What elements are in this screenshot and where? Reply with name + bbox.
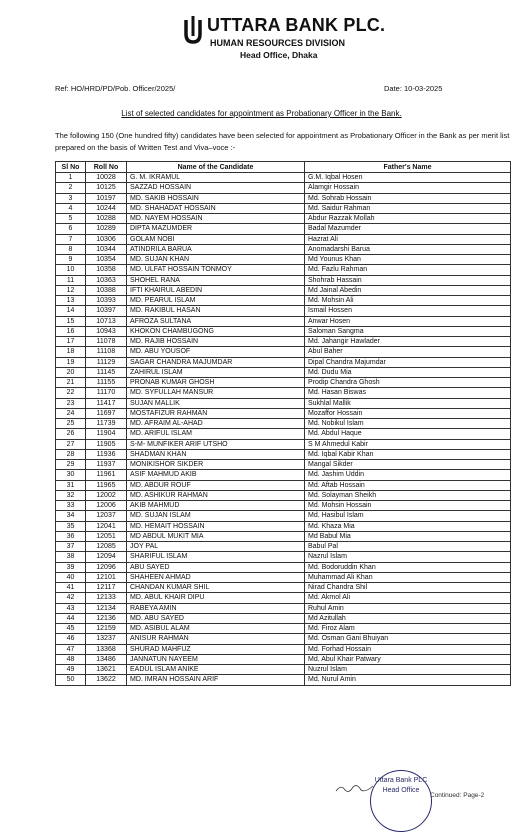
cell-roll-no: 11739 [86, 419, 127, 429]
table-row [56, 429, 511, 439]
cell-roll-no: 10713 [86, 316, 127, 326]
cell-sl-no: 22 [56, 388, 86, 398]
cell-father-name: Sukhlal Mallik [305, 398, 511, 408]
cell-sl-no: 42 [56, 593, 86, 603]
table-row [56, 388, 511, 398]
table-row [56, 439, 511, 449]
cell-roll-no: 10358 [86, 265, 127, 275]
cell-sl-no: 34 [56, 511, 86, 521]
table-row [56, 193, 511, 203]
letterhead [0, 6, 523, 66]
cell-sl-no: 2 [56, 183, 86, 193]
cell-candidate-name: MD. PEARUL ISLAM [127, 296, 305, 306]
reference-number: Ref: HO/HRD/PD/Pob. Officer/2025/ [55, 84, 176, 93]
cell-candidate-name: AKIB MAHMUD [127, 501, 305, 511]
cell-candidate-name: MD. AFRAIM AL-AHAD [127, 419, 305, 429]
table-row [56, 624, 511, 634]
cell-father-name: G.M. Iqbal Hosen [305, 173, 511, 183]
table-row [56, 244, 511, 254]
cell-candidate-name: SHADMAN KHAN [127, 449, 305, 459]
cell-sl-no: 17 [56, 337, 86, 347]
cell-roll-no: 12041 [86, 521, 127, 531]
cell-sl-no: 37 [56, 542, 86, 552]
table-row [56, 183, 511, 193]
cell-roll-no: 11936 [86, 449, 127, 459]
cell-sl-no: 43 [56, 603, 86, 613]
cell-father-name: Dipal Chandra Majumdar [305, 357, 511, 367]
cell-sl-no: 4 [56, 203, 86, 213]
cell-candidate-name: PRONAB KUMAR GHOSH [127, 378, 305, 388]
cell-father-name: S M Ahmedul Kabir [305, 439, 511, 449]
cell-candidate-name: SHOHEL RANA [127, 275, 305, 285]
cell-candidate-name: ASIF MAHMUD AKIB [127, 470, 305, 480]
cell-sl-no: 19 [56, 357, 86, 367]
table-row [56, 644, 511, 654]
cell-father-name: Md. Sohrab Hossain [305, 193, 511, 203]
cell-father-name: Md. Abul Khair Patwary [305, 654, 511, 664]
cell-sl-no: 41 [56, 583, 86, 593]
cell-roll-no: 10344 [86, 244, 127, 254]
cell-roll-no: 10288 [86, 214, 127, 224]
table-row [56, 255, 511, 265]
cell-candidate-name: MD. SAKIB HOSSAIN [127, 193, 305, 203]
cell-roll-no: 12037 [86, 511, 127, 521]
cell-father-name: Hazrat Ali [305, 234, 511, 244]
cell-roll-no: 13622 [86, 675, 127, 685]
cell-father-name: Abul Baher [305, 347, 511, 357]
table-header-row [56, 162, 511, 173]
cell-roll-no: 10393 [86, 296, 127, 306]
cell-candidate-name: MD. ASIBUL ALAM [127, 624, 305, 634]
table-row [56, 265, 511, 275]
cell-father-name: Md. Akmol Ali [305, 593, 511, 603]
cell-candidate-name: MD. RAJIB HOSSAIN [127, 337, 305, 347]
cell-sl-no: 6 [56, 224, 86, 234]
cell-candidate-name: JANNATUN NAYEEM [127, 654, 305, 664]
cell-candidate-name: MD. ABU SAYED [127, 613, 305, 623]
cell-candidate-name: SAZZAD HOSSAIN [127, 183, 305, 193]
cell-sl-no: 30 [56, 470, 86, 480]
cell-sl-no: 15 [56, 316, 86, 326]
table-row [56, 531, 511, 541]
cell-roll-no: 11417 [86, 398, 127, 408]
cell-roll-no: 12101 [86, 572, 127, 582]
cell-candidate-name: ANISUR RAHMAN [127, 634, 305, 644]
cell-roll-no: 13486 [86, 654, 127, 664]
cell-candidate-name: MD. IMRAN HOSSAIN ARIF [127, 675, 305, 685]
bank-name: UTTARA BANK PLC. [207, 15, 386, 35]
cell-roll-no: 10244 [86, 203, 127, 213]
cell-roll-no: 13621 [86, 665, 127, 675]
cell-father-name: Nuzrul Islam [305, 665, 511, 675]
table-row [56, 470, 511, 480]
cell-candidate-name: KHOKON CHAMBUGONG [127, 326, 305, 336]
table-row [56, 562, 511, 572]
cell-sl-no: 27 [56, 439, 86, 449]
table-row [56, 306, 511, 316]
table-row [56, 675, 511, 685]
cell-candidate-name: MD. SYFULLAH MANSUR [127, 388, 305, 398]
subject-line: List of selected candidates for appointment as Probationary Officer in the Bank. [121, 109, 402, 118]
cell-roll-no: 10289 [86, 224, 127, 234]
cell-father-name: Md. Abdul Haque [305, 429, 511, 439]
cell-sl-no: 47 [56, 644, 86, 654]
cell-father-name: Badal Mazumder [305, 224, 511, 234]
cell-father-name: Prodip Chandra Ghosh [305, 378, 511, 388]
cell-roll-no: 10125 [86, 183, 127, 193]
cell-father-name: Md. Solayman Sheikh [305, 490, 511, 500]
header-father-name: Father's Name [305, 162, 511, 173]
cell-roll-no: 11108 [86, 347, 127, 357]
cell-roll-no: 11905 [86, 439, 127, 449]
cell-father-name: Md. Jahangir Hawlader [305, 337, 511, 347]
cell-sl-no: 1 [56, 173, 86, 183]
continued-note: Continued: Page-2 [430, 792, 485, 799]
cell-candidate-name: MD. HEMAIT HOSSAIN [127, 521, 305, 531]
cell-roll-no: 10306 [86, 234, 127, 244]
cell-sl-no: 10 [56, 265, 86, 275]
cell-candidate-name: AFROZA SULTANA [127, 316, 305, 326]
table-row [56, 511, 511, 521]
cell-father-name: Muhammad Ali Khan [305, 572, 511, 582]
cell-father-name: Md. Forhad Hossain [305, 644, 511, 654]
table-row [56, 521, 511, 531]
cell-father-name: Nazrul Islam [305, 552, 511, 562]
cell-roll-no: 12085 [86, 542, 127, 552]
cell-father-name: Abdur Razzak Mollah [305, 214, 511, 224]
table-row [56, 408, 511, 418]
letter-date: Date: 10-03-2025 [384, 84, 443, 93]
cell-roll-no: 12094 [86, 552, 127, 562]
table-row [56, 552, 511, 562]
cell-candidate-name: SHURAD MAHFUZ [127, 644, 305, 654]
cell-sl-no: 16 [56, 326, 86, 336]
cell-candidate-name: ABU SAYED [127, 562, 305, 572]
table-row [56, 337, 511, 347]
cell-roll-no: 13368 [86, 644, 127, 654]
cell-roll-no: 10943 [86, 326, 127, 336]
cell-father-name: Md Younus Khan [305, 255, 511, 265]
cell-sl-no: 39 [56, 562, 86, 572]
cell-roll-no: 10197 [86, 193, 127, 203]
cell-candidate-name: ATINDRILA BARUA [127, 244, 305, 254]
cell-sl-no: 14 [56, 306, 86, 316]
cell-father-name: Anwar Hosen [305, 316, 511, 326]
table-row [56, 460, 511, 470]
cell-candidate-name: IFTI KHAIRUL ABEDIN [127, 285, 305, 295]
cell-candidate-name: SHARIFUL ISLAM [127, 552, 305, 562]
cell-father-name: Md. Jashim Uddin [305, 470, 511, 480]
cell-sl-no: 5 [56, 214, 86, 224]
cell-father-name: Md. Hasibul Islam [305, 511, 511, 521]
cell-father-name: Shohrab Hassain [305, 275, 511, 285]
cell-father-name: Md. Firoz Alam [305, 624, 511, 634]
header-sl-no: Sl No [56, 162, 86, 173]
cell-father-name: Ruhul Amin [305, 603, 511, 613]
cell-sl-no: 48 [56, 654, 86, 664]
table-row [56, 613, 511, 623]
cell-candidate-name: MD. ASHIKUR RAHMAN [127, 490, 305, 500]
table-row [56, 398, 511, 408]
cell-candidate-name: CHANDAN KUMAR SHIL [127, 583, 305, 593]
cell-sl-no: 11 [56, 275, 86, 285]
cell-candidate-name: SAGAR CHANDRA MAJUMDAR [127, 357, 305, 367]
cell-candidate-name: JOY PAL [127, 542, 305, 552]
cell-candidate-name: MD. NAYEM HOSSAIN [127, 214, 305, 224]
cell-father-name: Md. Mohsin Ali [305, 296, 511, 306]
division-name: HUMAN RESOURCES DIVISION [210, 38, 346, 48]
stamp-line-2: Head Office [382, 787, 420, 794]
cell-roll-no: 11129 [86, 357, 127, 367]
cell-candidate-name: MD. ULFAT HOSSAIN TONMOY [127, 265, 305, 275]
cell-sl-no: 13 [56, 296, 86, 306]
table-row [56, 347, 511, 357]
cell-roll-no: 12006 [86, 501, 127, 511]
cell-sl-no: 26 [56, 429, 86, 439]
cell-father-name: Md. Khaza Mia [305, 521, 511, 531]
table-row [56, 419, 511, 429]
cell-sl-no: 9 [56, 255, 86, 265]
cell-roll-no: 11961 [86, 470, 127, 480]
cell-roll-no: 12096 [86, 562, 127, 572]
cell-sl-no: 29 [56, 460, 86, 470]
cell-sl-no: 36 [56, 531, 86, 541]
table-row [56, 593, 511, 603]
candidates-table [55, 161, 511, 686]
cell-father-name: Anomadarshi Barua [305, 244, 511, 254]
cell-roll-no: 11155 [86, 378, 127, 388]
cell-roll-no: 11145 [86, 367, 127, 377]
cell-father-name: Md. Nurul Amin [305, 675, 511, 685]
cell-roll-no: 12134 [86, 603, 127, 613]
cell-father-name: Md. Osman Gani Bhuiyan [305, 634, 511, 644]
cell-father-name: Md. Dudu Mia [305, 367, 511, 377]
cell-sl-no: 46 [56, 634, 86, 644]
cell-father-name: Md. Nobikul Islam [305, 419, 511, 429]
cell-candidate-name: DIPTA MAZUMDER [127, 224, 305, 234]
header-roll-no: Roll No [86, 162, 127, 173]
table-row [56, 296, 511, 306]
stamp-line-1: Uttara Bank PLC [374, 777, 428, 784]
cell-roll-no: 10397 [86, 306, 127, 316]
table-row [56, 654, 511, 664]
cell-candidate-name: SHAHEEN AHMAD [127, 572, 305, 582]
cell-sl-no: 45 [56, 624, 86, 634]
cell-sl-no: 44 [56, 613, 86, 623]
cell-roll-no: 12133 [86, 593, 127, 603]
cell-sl-no: 33 [56, 501, 86, 511]
table-row [56, 173, 511, 183]
cell-sl-no: 21 [56, 378, 86, 388]
cell-father-name: Mangal Sikder [305, 460, 511, 470]
cell-father-name: Md. Hasan Biswas [305, 388, 511, 398]
cell-father-name: Md Azitullah [305, 613, 511, 623]
cell-father-name: Babul Pal [305, 542, 511, 552]
cell-roll-no: 12136 [86, 613, 127, 623]
cell-candidate-name: MD. SUJAN KHAN [127, 255, 305, 265]
table-row [56, 665, 511, 675]
cell-sl-no: 20 [56, 367, 86, 377]
cell-sl-no: 40 [56, 572, 86, 582]
cell-father-name: Md. Aftab Hossain [305, 480, 511, 490]
cell-candidate-name: S-M- MUNFIKER ARIF UTSHO [127, 439, 305, 449]
cell-roll-no: 11904 [86, 429, 127, 439]
cell-sl-no: 50 [56, 675, 86, 685]
cell-candidate-name: GOLAM NOBI [127, 234, 305, 244]
cell-candidate-name: SUJAN MALLIK [127, 398, 305, 408]
table-row [56, 234, 511, 244]
cell-sl-no: 18 [56, 347, 86, 357]
cell-candidate-name: ZAHIRUL ISLAM [127, 367, 305, 377]
cell-candidate-name: MD. ABDUR ROUF [127, 480, 305, 490]
table-row [56, 367, 511, 377]
cell-sl-no: 8 [56, 244, 86, 254]
cell-sl-no: 32 [56, 490, 86, 500]
cell-roll-no: 10354 [86, 255, 127, 265]
table-row [56, 326, 511, 336]
cell-father-name: Nirad Chandra Shil [305, 583, 511, 593]
cell-father-name: Md Jainal Abedin [305, 285, 511, 295]
cell-candidate-name: MD. ARIFUL ISLAM [127, 429, 305, 439]
bank-logo-icon [183, 14, 203, 46]
cell-sl-no: 49 [56, 665, 86, 675]
cell-father-name: Saloman Sangma [305, 326, 511, 336]
cell-father-name: Ismail Hossen [305, 306, 511, 316]
table-row [56, 214, 511, 224]
cell-sl-no: 31 [56, 480, 86, 490]
table-row [56, 224, 511, 234]
header-candidate-name: Name of the Candidate [127, 162, 305, 173]
cell-candidate-name: MD. SUJAN ISLAM [127, 511, 305, 521]
table-row [56, 378, 511, 388]
table-row [56, 449, 511, 459]
cell-candidate-name: RABEYA AMIN [127, 603, 305, 613]
cell-candidate-name: MD. RAKIBUL HASAN [127, 306, 305, 316]
cell-sl-no: 28 [56, 449, 86, 459]
table-row [56, 490, 511, 500]
table-row [56, 572, 511, 582]
cell-candidate-name: MD. ABU YOUSOF [127, 347, 305, 357]
cell-roll-no: 12002 [86, 490, 127, 500]
cell-candidate-name: G. M. IKRAMUL [127, 173, 305, 183]
table-row [56, 603, 511, 613]
cell-roll-no: 11170 [86, 388, 127, 398]
cell-sl-no: 3 [56, 193, 86, 203]
table-body [56, 173, 511, 686]
cell-father-name: Md. Saidur Rahman [305, 203, 511, 213]
cell-sl-no: 12 [56, 285, 86, 295]
cell-candidate-name: MD. SHAHADAT HOSSAIN [127, 203, 305, 213]
cell-roll-no: 12159 [86, 624, 127, 634]
cell-father-name: Mozaffor Hossain [305, 408, 511, 418]
office-location: Head Office, Dhaka [240, 50, 318, 60]
table-row [56, 634, 511, 644]
cell-candidate-name: EADUL ISLAM ANIKE [127, 665, 305, 675]
table-row [56, 357, 511, 367]
cell-father-name: Md. Bodoruddin Khan [305, 562, 511, 572]
signature-icon [335, 782, 375, 794]
cell-father-name: Md. Iqbal Kabir Khan [305, 449, 511, 459]
cell-roll-no: 12051 [86, 531, 127, 541]
cell-candidate-name: MONIKISHOR SIKDER [127, 460, 305, 470]
cell-roll-no: 10388 [86, 285, 127, 295]
cell-roll-no: 10363 [86, 275, 127, 285]
cell-candidate-name: MD ABDUL MUKIT MIA [127, 531, 305, 541]
cell-sl-no: 38 [56, 552, 86, 562]
cell-roll-no: 11965 [86, 480, 127, 490]
table-row [56, 583, 511, 593]
office-seal-stamp [370, 770, 432, 832]
table-row [56, 480, 511, 490]
intro-paragraph: The following 150 (One hundred fifty) candidates have been selected for appointment as Probationary Officer in the Bank as per merit list prepared on the basis of Written Test and Viva–voce :- [55, 131, 510, 152]
cell-sl-no: 7 [56, 234, 86, 244]
table-row [56, 203, 511, 213]
table-row [56, 542, 511, 552]
table-row [56, 501, 511, 511]
cell-sl-no: 25 [56, 419, 86, 429]
cell-father-name: Alamgir Hossain [305, 183, 511, 193]
cell-sl-no: 35 [56, 521, 86, 531]
cell-roll-no: 11937 [86, 460, 127, 470]
cell-roll-no: 11697 [86, 408, 127, 418]
cell-father-name: Md Babul Mia [305, 531, 511, 541]
table-row [56, 316, 511, 326]
cell-sl-no: 23 [56, 398, 86, 408]
cell-father-name: Md. Fazlu Rahman [305, 265, 511, 275]
cell-roll-no: 11078 [86, 337, 127, 347]
cell-candidate-name: MOSTAFIZUR RAHMAN [127, 408, 305, 418]
cell-father-name: Md. Mohsin Hossain [305, 501, 511, 511]
table-row [56, 275, 511, 285]
cell-sl-no: 24 [56, 408, 86, 418]
table-row [56, 285, 511, 295]
cell-roll-no: 12117 [86, 583, 127, 593]
cell-roll-no: 13237 [86, 634, 127, 644]
cell-roll-no: 10028 [86, 173, 127, 183]
cell-candidate-name: MD. ABUL KHAIR DIPU [127, 593, 305, 603]
